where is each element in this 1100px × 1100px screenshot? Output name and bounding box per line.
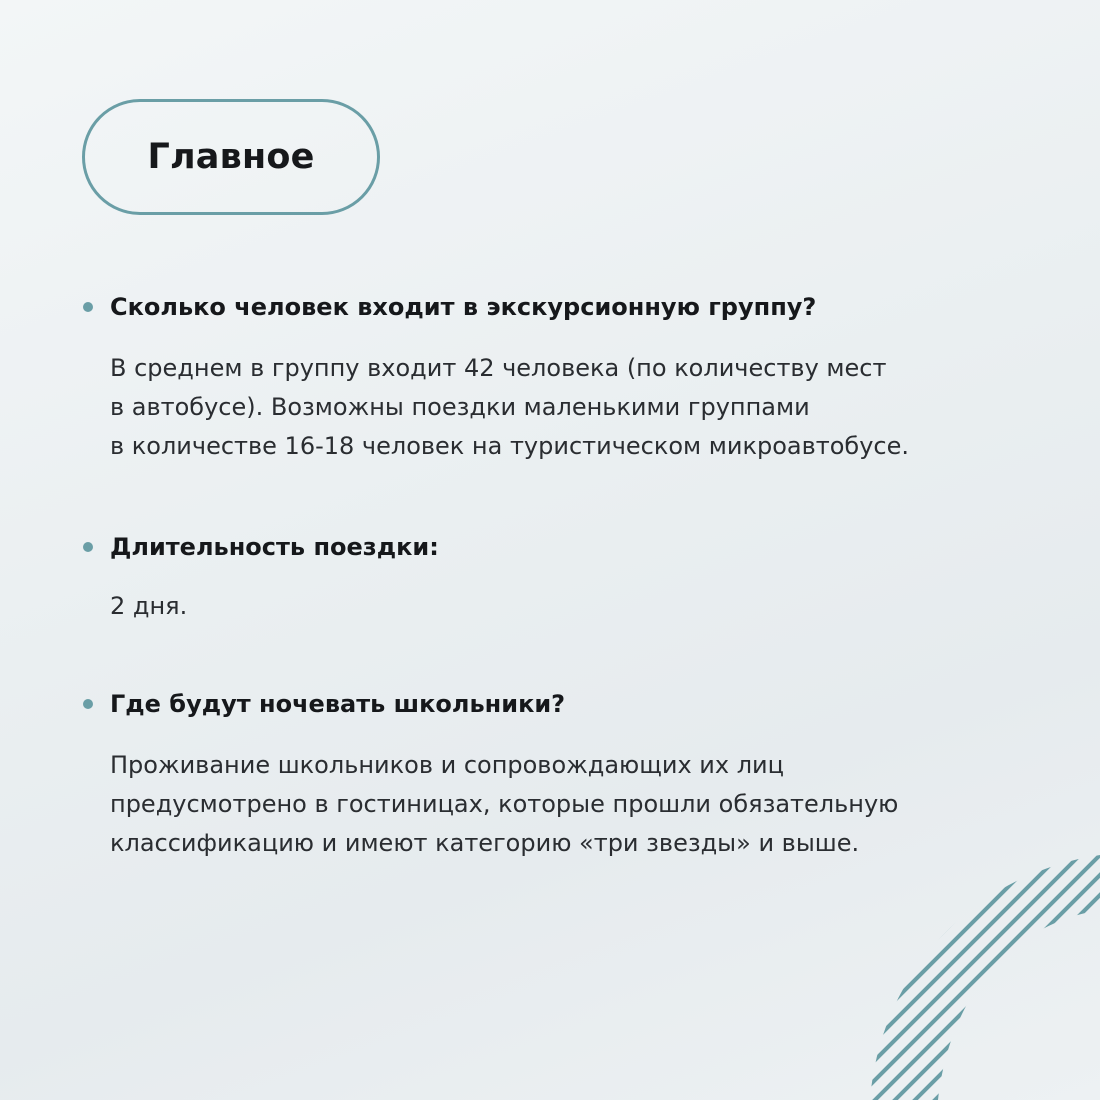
bullet-dot-icon: [83, 699, 93, 709]
faq-answer-line: предусмотрено в гостиницах, которые прошли обязательную: [110, 790, 899, 818]
faq-question-row: [82, 684, 982, 724]
faq-question-row: [82, 527, 982, 567]
faq-item-accommodation: [82, 684, 982, 863]
title-pill: [82, 99, 380, 215]
faq-item-group-size: [82, 287, 982, 466]
diagonal-stripes-decoration: [860, 855, 1100, 1100]
faq-answer: [110, 587, 982, 626]
faq-answer: [110, 349, 982, 466]
faq-answer-line: 2 дня.: [110, 592, 188, 620]
faq-question: Сколько человек входит в экскурсионную группу?: [110, 293, 817, 321]
page-title: Главное: [147, 137, 315, 177]
faq-answer-line: Проживание школьников и сопровождающих их лиц: [110, 751, 784, 779]
faq-item-duration: [82, 527, 982, 626]
faq-question: Длительность поездки:: [110, 533, 439, 561]
faq-answer-line: В среднем в группу входит 42 человека (по количеству мест: [110, 354, 887, 382]
faq-question-row: [82, 287, 982, 327]
bullet-dot-icon: [83, 542, 93, 552]
faq-answer-line: в автобусе). Возможны поездки маленькими группами: [110, 393, 810, 421]
bullet-dot-icon: [83, 302, 93, 312]
faq-question: Где будут ночевать школьники?: [110, 690, 566, 718]
faq-answer-line: в количестве 16-18 человек на туристическом микроавтобусе.: [110, 432, 910, 460]
faq-answer: [110, 746, 982, 863]
faq-answer-line: классификацию и имеют категорию «три звезды» и выше.: [110, 829, 860, 857]
